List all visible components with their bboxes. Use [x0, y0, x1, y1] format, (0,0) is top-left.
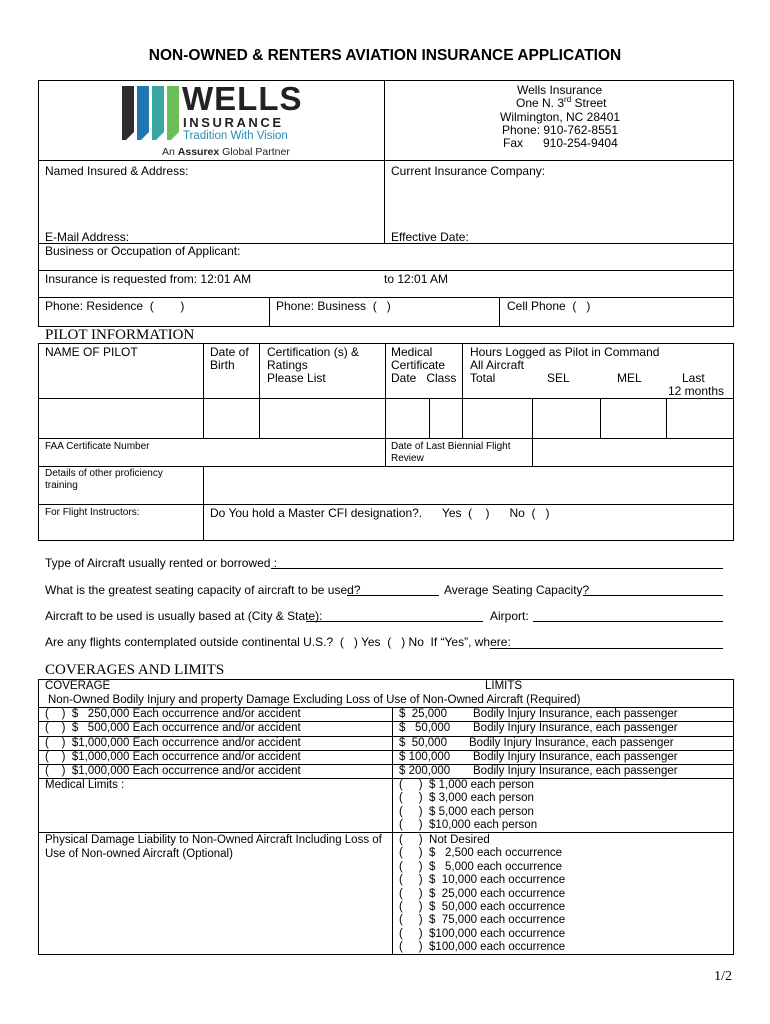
physical-damage-option[interactable]: ( ) $100,000 each occurrence — [399, 927, 566, 940]
business-field[interactable]: Business or Occupation of Applicant: — [45, 244, 241, 258]
limit-description: Bodily Injury Insurance, each passenger — [473, 765, 678, 777]
liability-option[interactable]: ( ) $1,000,000 Each occurrence and/or accident — [45, 765, 301, 777]
avg-seating-line[interactable] — [583, 595, 723, 596]
col-coverage: COVERAGE — [45, 680, 111, 692]
named-insured-field[interactable]: Named Insured & Address: — [45, 164, 189, 178]
coverages-heading: COVERAGES AND LIMITS — [45, 662, 225, 678]
cfi-question[interactable]: Do You hold a Master CFI designation?. Yes ( ) No ( ) — [210, 506, 550, 520]
col-dob-2: Birth — [210, 358, 235, 372]
physical-damage-option[interactable]: ( ) $ 5,000 each occurrence — [399, 860, 562, 873]
proficiency-label-2: training — [45, 480, 78, 491]
physical-damage-option[interactable]: ( ) $ 25,000 each occurrence — [399, 887, 566, 900]
wells-logo — [120, 80, 310, 160]
liability-option[interactable]: ( ) $1,000,000 Each occurrence and/or accident — [45, 751, 301, 763]
col-dob: Date of — [210, 345, 249, 359]
based-line[interactable] — [306, 621, 483, 622]
limit-description: Bodily Injury Insurance, each passenger — [469, 737, 674, 749]
seating-line[interactable] — [347, 595, 439, 596]
liability-option[interactable]: ( ) $1,000,000 Each occurrence and/or accident — [45, 737, 301, 749]
limit-description: Bodily Injury Insurance, each passenger — [473, 751, 678, 763]
medical-option[interactable]: ( ) $10,000 each person — [399, 819, 538, 832]
col-mel: MEL — [617, 371, 642, 385]
airport-question: Airport: — [490, 609, 529, 623]
instructors-label: For Flight Instructors: — [45, 507, 140, 518]
required-coverage: Non-Owned Bodily Injury and property Damage Excluding Loss of Use of Non-Owned Aircraft (Required) — [48, 694, 581, 706]
logo-partner: An Assurex Global Partner — [162, 146, 290, 158]
physical-damage-label-2: Use of Non-owned Aircraft (Optional) — [45, 848, 233, 860]
col-last: Last — [682, 371, 705, 385]
avg-seating-question: Average Seating Capacity? — [444, 583, 590, 597]
col-medical-3: Date Class — [391, 371, 457, 385]
cell-phone-field[interactable]: Cell Phone ( ) — [507, 299, 591, 313]
address-fax: Fax 910-254-9404 — [503, 136, 618, 150]
phone-business-field[interactable]: Phone: Business ( ) — [276, 299, 391, 313]
aircraft-type-question: Type of Aircraft usually rented or borrowed : — [45, 556, 278, 570]
physical-damage-option[interactable]: ( ) $ 2,500 each occurrence — [399, 847, 562, 860]
requested-to-field[interactable]: to 12:01 AM — [384, 272, 449, 286]
address-street: One N. 3rd Street — [516, 95, 607, 110]
phone-residence-field[interactable]: Phone: Residence ( ) — [45, 299, 185, 313]
logo-sub: INSURANCE — [183, 115, 284, 130]
col-name-pilot: NAME OF PILOT — [45, 345, 138, 359]
based-question: Aircraft to be used is usually based at (City & State): — [45, 609, 323, 623]
col-cert-2: Ratings — [267, 358, 308, 372]
limit-amount: $ 50,000 — [399, 737, 447, 749]
limit-description: Bodily Injury Insurance, each passenger — [473, 708, 678, 720]
address-city: Wilmington, NC 28401 — [500, 110, 621, 124]
liability-option[interactable]: ( ) $ 500,000 Each occurrence and/or accident — [45, 722, 301, 734]
aircraft-type-line[interactable] — [271, 568, 723, 569]
seating-question: What is the greatest seating capacity of aircraft to be used? — [45, 583, 361, 597]
requested-from-field[interactable]: Insurance is requested from: 12:01 AM — [45, 272, 252, 286]
biennial-label-2: Review — [391, 453, 424, 464]
limit-amount: $ 100,000 — [399, 751, 451, 763]
address-phone: Phone: 910-762-8551 — [502, 123, 619, 137]
col-limits: LIMITS — [485, 680, 523, 692]
biennial-label: Date of Last Biennial Flight — [391, 441, 511, 452]
logo-brand: WELLS — [182, 80, 303, 117]
airport-line[interactable] — [533, 621, 723, 622]
outside-us-line[interactable] — [490, 648, 723, 649]
col-total: Total — [470, 371, 496, 385]
address-name: Wells Insurance — [517, 83, 603, 97]
physical-damage-option[interactable]: ( ) $100,000 each occurrence — [399, 941, 566, 954]
proficiency-label: Details of other proficiency — [45, 468, 163, 479]
pilot-heading: PILOT INFORMATION — [45, 327, 195, 343]
page-number: 1/2 — [714, 969, 732, 984]
medical-option[interactable]: ( ) $ 1,000 each person — [399, 779, 534, 791]
physical-damage-option[interactable]: ( ) $ 75,000 each occurrence — [399, 914, 566, 927]
logo-tagline: Tradition With Vision — [183, 130, 288, 142]
outside-us-question: Are any flights contemplated outside continental U.S.? ( ) Yes ( ) No If “Yes”, where: — [45, 635, 511, 649]
col-last-2: 12 months — [668, 384, 725, 398]
col-medical-2: Certificate — [391, 358, 446, 372]
physical-damage-option[interactable]: ( ) Not Desired — [399, 834, 490, 846]
current-company-field[interactable]: Current Insurance Company: — [391, 164, 546, 178]
medical-limits-label: Medical Limits : — [45, 779, 125, 791]
col-cert-3: Please List — [267, 371, 326, 385]
col-medical: Medical — [391, 345, 433, 359]
effective-date-field[interactable]: Effective Date: — [391, 230, 469, 244]
limit-amount: $ 50,000 — [399, 722, 451, 734]
col-sel: SEL — [547, 371, 570, 385]
physical-damage-label: Physical Damage Liability to Non-Owned Aircraft Including Loss of — [45, 834, 382, 846]
limit-amount: $ 25,000 — [399, 708, 447, 720]
faa-cert-label: FAA Certificate Number — [45, 441, 150, 452]
col-hours: Hours Logged as Pilot in Command — [470, 345, 660, 359]
limit-amount: $ 200,000 — [399, 765, 451, 777]
email-field[interactable]: E-Mail Address: — [45, 230, 130, 244]
col-cert: Certification (s) & — [267, 345, 360, 359]
medical-option[interactable]: ( ) $ 3,000 each person — [399, 792, 534, 805]
medical-option[interactable]: ( ) $ 5,000 each person — [399, 805, 534, 818]
physical-damage-option[interactable]: ( ) $ 10,000 each occurrence — [399, 874, 566, 887]
col-hours-2: All Aircraft — [470, 358, 525, 372]
limit-description: Bodily Injury Insurance, each passenger — [473, 722, 678, 734]
form-title: NON-OWNED & RENTERS AVIATION INSURANCE APPLICATION — [148, 47, 622, 64]
liability-option[interactable]: ( ) $ 250,000 Each occurrence and/or accident — [45, 708, 301, 720]
physical-damage-option[interactable]: ( ) $ 50,000 each occurrence — [399, 901, 566, 913]
